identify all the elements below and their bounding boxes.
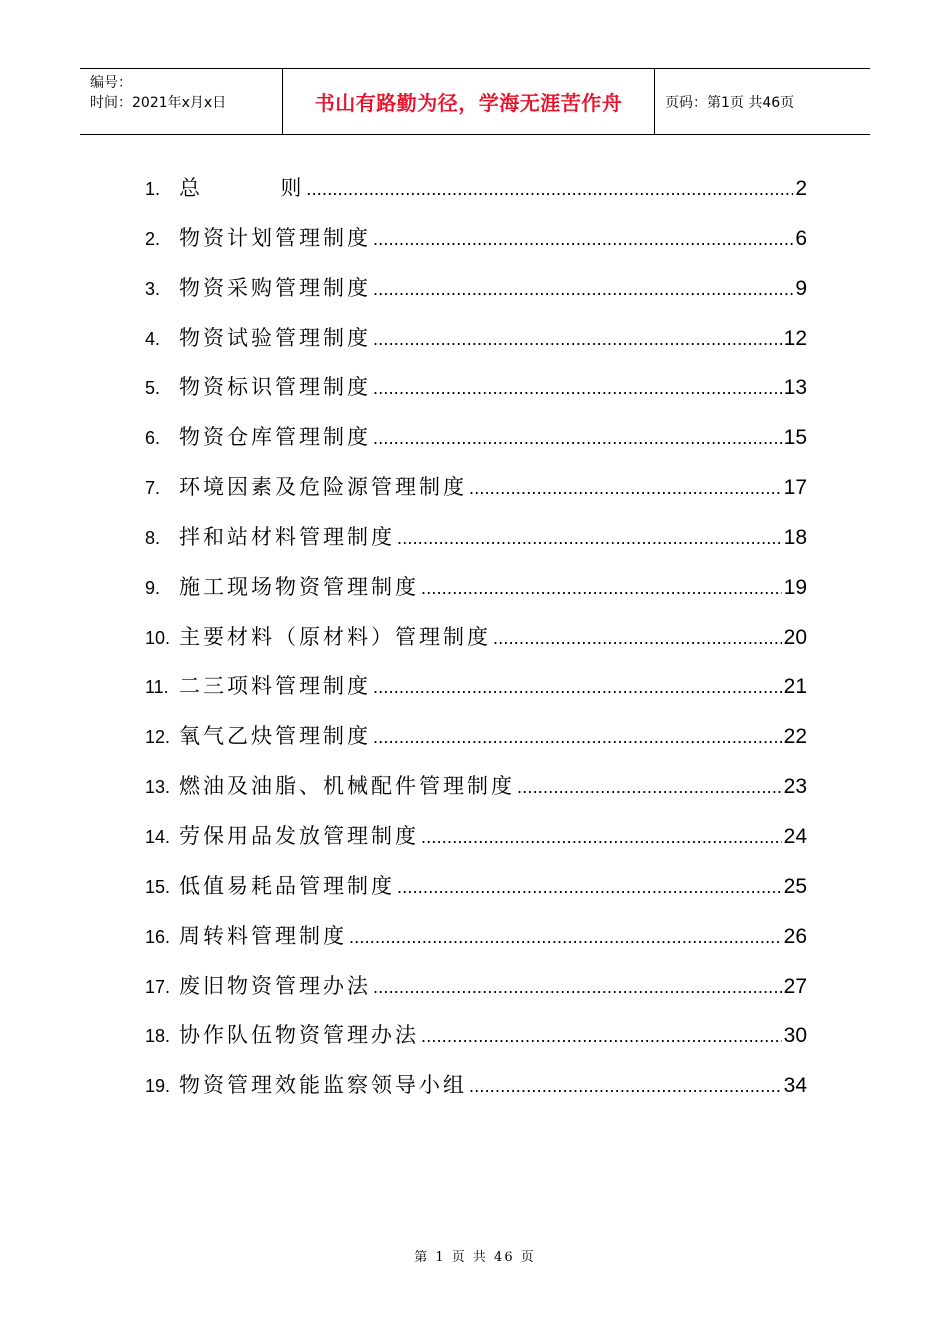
toc-entry[interactable] bbox=[145, 421, 807, 471]
toc-title: 物资管理效能监察领导小组 bbox=[179, 1073, 467, 1098]
toc-leader bbox=[373, 279, 793, 300]
toc-leader bbox=[373, 428, 782, 449]
toc-title: 协作队伍物资管理办法 bbox=[179, 1023, 419, 1048]
toc-leader bbox=[373, 329, 782, 350]
toc-page-number: 23 bbox=[783, 775, 807, 799]
toc-number: 14. bbox=[145, 826, 171, 847]
toc-title: 物资标识管理制度 bbox=[179, 375, 371, 400]
toc-leader bbox=[517, 777, 782, 798]
toc-number: 3. bbox=[145, 278, 161, 299]
page-footer: 第 1 页 共 46 页 bbox=[414, 1250, 536, 1265]
toc-page-number: 13 bbox=[783, 376, 807, 400]
toc-leader bbox=[493, 628, 782, 649]
toc-number: 5. bbox=[145, 378, 161, 399]
toc-number: 12. bbox=[145, 727, 171, 748]
toc-title: 废旧物资管理办法 bbox=[179, 973, 371, 998]
toc-page-number: 15 bbox=[783, 426, 807, 450]
toc-page-number: 19 bbox=[783, 575, 807, 599]
toc-entry[interactable] bbox=[145, 172, 807, 222]
toc-entry[interactable] bbox=[145, 322, 807, 372]
toc-leader bbox=[469, 1076, 782, 1097]
toc-page-number: 26 bbox=[783, 924, 807, 948]
toc-page-number: 6 bbox=[795, 226, 807, 250]
toc-number: 18. bbox=[145, 1026, 171, 1047]
toc-page-number: 22 bbox=[783, 725, 807, 749]
toc-entry[interactable] bbox=[145, 272, 807, 322]
toc-title: 主要材料（原材料）管理制度 bbox=[179, 624, 491, 649]
toc-page-number: 24 bbox=[783, 824, 807, 848]
toc-entry[interactable] bbox=[145, 571, 807, 621]
toc-page-number: 34 bbox=[783, 1074, 807, 1098]
toc-title: 物资仓库管理制度 bbox=[179, 425, 371, 450]
toc-entry[interactable] bbox=[145, 670, 807, 720]
toc-number: 8. bbox=[145, 527, 161, 548]
toc-entry[interactable] bbox=[145, 720, 807, 770]
toc-title: 燃油及油脂、机械配件管理制度 bbox=[179, 774, 515, 799]
toc-entry[interactable] bbox=[145, 970, 807, 1020]
toc-title: 拌和站材料管理制度 bbox=[179, 524, 395, 549]
toc-number: 17. bbox=[145, 976, 171, 997]
header-motto: 书山有路勤为径，学海无涯苦作舟 bbox=[283, 69, 655, 134]
toc-leader bbox=[421, 1026, 782, 1047]
toc-leader bbox=[469, 478, 782, 499]
toc-leader bbox=[397, 877, 782, 898]
toc-entry[interactable] bbox=[145, 471, 807, 521]
toc-title: 二三项料管理制度 bbox=[179, 674, 371, 699]
toc-number: 13. bbox=[145, 777, 171, 798]
toc-number: 1. bbox=[145, 179, 161, 199]
toc-number: 11. bbox=[145, 677, 169, 698]
toc-entry[interactable] bbox=[145, 371, 807, 421]
toc-leader bbox=[373, 229, 793, 250]
toc-title: 总 则 bbox=[179, 176, 305, 200]
code-label: 编号： bbox=[90, 75, 132, 91]
toc-title: 周转料管理制度 bbox=[179, 923, 347, 948]
toc-title: 劳保用品发放管理制度 bbox=[179, 823, 419, 848]
toc-leader bbox=[306, 179, 793, 200]
toc-page-number: 30 bbox=[783, 1024, 807, 1048]
toc-leader bbox=[373, 677, 782, 698]
toc-entry[interactable] bbox=[145, 1069, 807, 1119]
toc-title: 物资试验管理制度 bbox=[179, 325, 371, 350]
toc-page-number: 17 bbox=[783, 476, 807, 500]
toc-page-number: 9 bbox=[795, 276, 807, 300]
toc-number: 4. bbox=[145, 328, 161, 349]
toc-leader bbox=[421, 827, 782, 848]
toc-number: 7. bbox=[145, 478, 161, 499]
toc-entry[interactable] bbox=[145, 521, 807, 571]
toc-title: 施工现场物资管理制度 bbox=[179, 574, 419, 599]
toc-number: 2. bbox=[145, 228, 161, 249]
toc-leader bbox=[373, 977, 782, 998]
toc-number: 16. bbox=[145, 926, 171, 947]
toc-title: 低值易耗品管理制度 bbox=[179, 873, 395, 898]
toc-leader bbox=[373, 727, 782, 748]
toc-title: 氧气乙炔管理制度 bbox=[179, 724, 371, 749]
toc-leader bbox=[349, 927, 782, 948]
toc-entry[interactable] bbox=[145, 222, 807, 272]
page-header bbox=[80, 68, 870, 135]
toc-page-number: 2 bbox=[795, 177, 807, 200]
toc-number: 9. bbox=[145, 577, 161, 598]
time-label: 时间：2021年x月x日 bbox=[90, 95, 227, 111]
toc-page-number: 25 bbox=[783, 874, 807, 898]
toc-entry[interactable] bbox=[145, 870, 807, 920]
toc-leader bbox=[373, 378, 782, 399]
toc-entry[interactable] bbox=[145, 770, 807, 820]
toc-page-number: 12 bbox=[783, 326, 807, 350]
toc-page-number: 18 bbox=[783, 525, 807, 549]
toc-leader bbox=[421, 578, 782, 599]
toc-entry[interactable] bbox=[145, 920, 807, 970]
toc-title: 物资计划管理制度 bbox=[179, 225, 371, 250]
toc-number: 6. bbox=[145, 428, 161, 449]
toc-number: 19. bbox=[145, 1076, 171, 1097]
toc-entry[interactable] bbox=[145, 621, 807, 671]
toc-title: 环境因素及危险源管理制度 bbox=[179, 475, 467, 500]
header-page-info: 页码：第1页 共46页 bbox=[665, 94, 795, 111]
toc-leader bbox=[397, 528, 782, 549]
toc-page-number: 27 bbox=[783, 974, 807, 998]
toc-entry[interactable] bbox=[145, 1019, 807, 1069]
toc-page-number: 21 bbox=[783, 675, 807, 699]
toc-title: 物资采购管理制度 bbox=[179, 275, 371, 300]
table-of-contents bbox=[145, 172, 807, 1119]
toc-page-number: 20 bbox=[783, 625, 807, 649]
header-meta bbox=[80, 69, 283, 134]
toc-number: 15. bbox=[145, 876, 171, 897]
toc-number: 10. bbox=[145, 627, 171, 648]
toc-entry[interactable] bbox=[145, 820, 807, 870]
